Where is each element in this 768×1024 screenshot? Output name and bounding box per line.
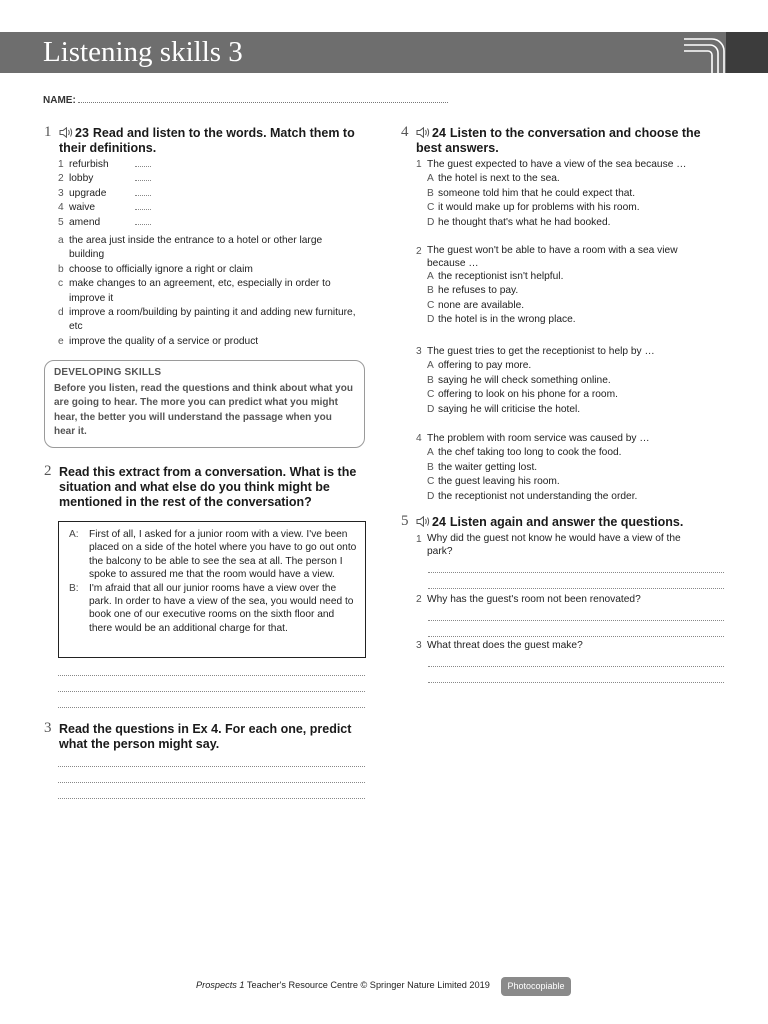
list-item: d improve a room/building by painting it and adding new furniture, etc	[58, 307, 356, 333]
page-title: Listening skills 3	[43, 36, 243, 68]
list-item: 3 upgrade	[58, 187, 358, 201]
answer-option[interactable]: A the receptionist isn't helpful.	[427, 271, 564, 282]
answer-line[interactable]	[58, 707, 365, 708]
audio-icon	[59, 127, 73, 138]
q5-instruction: Listen again and answer the questions.	[449, 515, 684, 529]
q5-item-2	[416, 593, 706, 607]
answer-line[interactable]	[58, 675, 365, 676]
name-label: NAME:	[43, 95, 76, 106]
conversation-extract	[58, 521, 366, 658]
answer-blank[interactable]	[135, 201, 151, 210]
question-text: 4 The problem with room service was caused by …	[416, 433, 650, 444]
q5-item-1	[416, 533, 706, 558]
developing-skills-text: Before you listen, read the questions and think about what you are going to hear. The more you can predict what you might hear, the better you will understand the passage when you hear it.	[54, 383, 353, 438]
question-text: 1 Why did the guest not know he would have a view of the park?	[416, 533, 681, 557]
answer-line[interactable]	[428, 682, 724, 683]
q2-instruction: Read this extract from a conversation. What is the situation and what else do you think might be mentioned in the rest of the conversation?	[59, 465, 357, 509]
audio-icon	[416, 516, 430, 527]
list-item: a the area just inside the entrance to a hotel or other large building	[58, 235, 323, 261]
q2-number: 2	[44, 463, 52, 479]
q5-number: 5	[401, 513, 409, 529]
q2-heading	[44, 465, 364, 510]
answer-line[interactable]	[58, 798, 365, 799]
question-text: 2 The guest won't be able to have a room with a sea view because …	[416, 245, 678, 269]
answer-option[interactable]: B he refuses to pay.	[427, 285, 519, 297]
footer-brand: Prospects 1	[196, 980, 245, 990]
q1-word-list	[58, 158, 358, 230]
list-item: 4 waive	[58, 201, 358, 215]
q4-heading	[401, 126, 721, 156]
name-field[interactable]	[43, 95, 448, 106]
q3-number: 3	[44, 720, 52, 736]
question-text: 3 The guest tries to get the receptionist to help by …	[416, 346, 655, 357]
developing-skills-box	[44, 360, 365, 448]
question-text: 3 What threat does the guest make?	[416, 640, 583, 651]
answer-option[interactable]: C the guest leaving his room.	[427, 476, 560, 488]
q4-track: 24	[432, 126, 446, 140]
q5-item-3	[416, 639, 706, 653]
answer-option[interactable]: C it would make up for problems with his room.	[427, 202, 640, 214]
answer-option[interactable]: B someone told him that he could expect that.	[427, 187, 636, 199]
answer-option[interactable]: C none are available.	[427, 299, 525, 311]
answer-line[interactable]	[428, 572, 724, 573]
answer-line[interactable]	[428, 636, 724, 637]
answer-blank[interactable]	[135, 158, 151, 167]
list-item: 5 amend	[58, 216, 358, 230]
answer-option[interactable]: A the chef taking too long to cook the food.	[427, 447, 622, 459]
answer-option[interactable]: D saying he will criticise the hotel.	[427, 403, 581, 415]
footer-text: Teacher's Resource Centre © Springer Nature Limited 2019	[244, 980, 490, 990]
answer-line[interactable]	[428, 588, 724, 589]
q3-instruction: Read the questions in Ex 4. For each one, predict what the person might say.	[59, 722, 352, 751]
list-item: b choose to officially ignore a right or claim	[58, 263, 253, 275]
photocopiable-badge: Photocopiable	[501, 977, 571, 996]
q4-number: 4	[401, 124, 409, 140]
q5-heading	[401, 515, 721, 530]
q1-track: 23	[75, 126, 89, 140]
question-text: 1 The guest expected to have a view of the sea because …	[416, 159, 687, 170]
list-item: 1 refurbish	[58, 158, 358, 172]
question-text: 2 Why has the guest's room not been renovated?	[416, 594, 641, 605]
list-item: c make changes to an agreement, etc, especially in order to improve it	[58, 278, 331, 304]
q3-heading	[44, 722, 364, 752]
answer-blank[interactable]	[135, 187, 151, 196]
q4-item-1	[416, 158, 716, 230]
q1-instruction: Read and listen to the words. Match them to their definitions.	[59, 126, 355, 155]
header-banner	[0, 32, 768, 73]
answer-option[interactable]: A offering to pay more.	[427, 360, 532, 372]
q1-definition-list	[58, 234, 358, 349]
developing-skills-title: DEVELOPING SKILLS	[54, 367, 162, 378]
answer-blank[interactable]	[135, 172, 151, 181]
list-item: 2 lobby	[58, 172, 358, 186]
answer-option[interactable]: C offering to look on his phone for a room.	[427, 389, 618, 401]
list-item: e improve the quality of a service or product	[58, 335, 259, 347]
answer-option[interactable]: D the hotel is in the wrong place.	[427, 314, 576, 326]
audio-icon	[416, 127, 430, 138]
answer-option[interactable]: B saying he will check something online.	[427, 374, 611, 386]
q4-item-4	[416, 432, 716, 504]
answer-option[interactable]: D he thought that's what he had booked.	[427, 216, 611, 228]
answer-line[interactable]	[58, 782, 365, 783]
q1-number: 1	[44, 124, 52, 140]
q5-track: 24	[432, 515, 446, 529]
answer-line[interactable]	[428, 620, 724, 621]
answer-option[interactable]: A the hotel is next to the sea.	[427, 173, 560, 185]
dialog-line: A: First of all, I asked for a junior room with a view. I've been placed on a side of the hotel where you have to go out onto the balcony to be able to see the sea at all. The person I spoke to assured me that the room would have a view.	[69, 529, 357, 581]
answer-option[interactable]: D the receptionist not understanding the order.	[427, 490, 638, 502]
brand-logo-icon	[682, 32, 768, 73]
q4-item-2	[416, 245, 716, 328]
answer-line[interactable]	[428, 666, 724, 667]
answer-line[interactable]	[58, 766, 365, 767]
footer-copyright	[196, 980, 490, 990]
answer-option[interactable]: B the waiter getting lost.	[427, 461, 538, 473]
answer-line[interactable]	[58, 691, 365, 692]
dialog-line: B: I'm afraid that all our junior rooms have a view over the park. In order to have a view of the sea, you would need to book one of our executive rooms on the sixth floor and there would be an additional charge for that.	[69, 582, 354, 634]
name-line[interactable]	[78, 95, 448, 103]
q4-instruction: Listen to the conversation and choose the best answers.	[416, 126, 701, 155]
answer-blank[interactable]	[135, 216, 151, 225]
q1-heading	[44, 126, 362, 156]
q4-item-3	[416, 345, 716, 417]
